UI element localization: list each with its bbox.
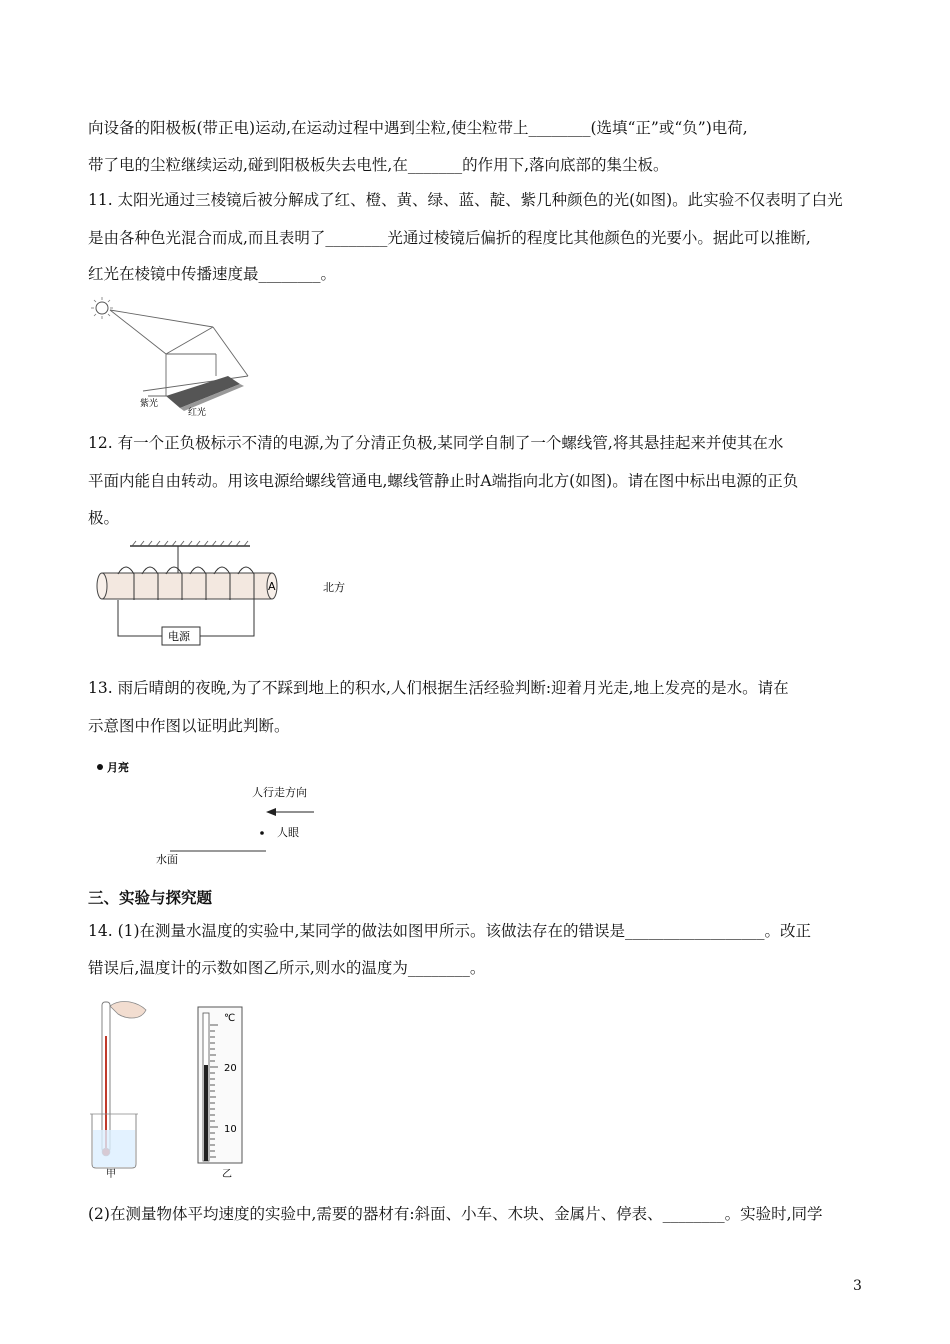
label-moon: 月亮	[107, 761, 129, 774]
moon-figure	[94, 757, 334, 867]
label-walk-direction: 人行走方向	[252, 786, 307, 799]
thermometer-figure-jia	[88, 996, 158, 1178]
text-line: 带了电的尘粒继续运动,碰到阳极板失去电性,在_______的作用下,落向底部的集尘板。	[88, 156, 669, 174]
label-red: 红光	[188, 408, 207, 418]
question-12-line: 12. 有一个正负极标示不清的电源,为了分清正负极,某同学自制了一个螺线管,将其悬挂起来并使其在水	[88, 434, 784, 452]
text-line: 是由各种色光混合而成,而且表明了________光通过棱镜后偏折的程度比其他颜色的光要小。据此可以推断,	[88, 229, 811, 247]
tick-label-20: 20	[224, 1063, 237, 1074]
sun-icon	[91, 297, 113, 319]
label-eye: 人眼	[277, 826, 299, 839]
label-north: 北方	[323, 581, 345, 594]
solenoid-tube	[97, 573, 277, 599]
solenoid-figure	[90, 540, 355, 650]
beaker	[90, 1114, 138, 1168]
question-11-line: 11. 太阳光通过三棱镜后被分解成了红、橙、黄、绿、蓝、靛、紫几种颜色的光(如图)。此实验不仅表明了白光	[88, 191, 843, 209]
section-heading: 三、实验与探究题	[88, 889, 213, 907]
arrow-left-icon	[266, 808, 276, 816]
label-water: 水面	[156, 853, 178, 866]
page-number: 3	[853, 1278, 862, 1294]
label-violet: 紫光	[140, 399, 159, 409]
tick-label-10: 10	[224, 1124, 237, 1135]
label-end-a: A	[268, 580, 276, 593]
label-unit: ℃	[224, 1013, 236, 1024]
text-line: 示意图中作图以证明此判断。	[88, 717, 290, 735]
text-line: 平面内能自由转动。用该电源给螺线管通电,螺线管静止时A端指向北方(如图)。请在图中标出电源的正负	[88, 472, 799, 490]
hand-icon	[110, 1002, 146, 1019]
thermometer-figure-yi	[196, 1005, 246, 1180]
prism-figure	[88, 296, 253, 418]
question-14-line: 14. (1)在测量水温度的实验中,某同学的做法如图甲所示。该做法存在的错误是__________________。改正	[88, 922, 811, 940]
text-line: 向设备的阳极板(带正电)运动,在运动过程中遇到尘粒,使尘粒带上________(选填“正”或“负”)电荷,	[88, 119, 748, 137]
eye-dot	[260, 831, 264, 835]
label-yi: 乙	[222, 1169, 232, 1180]
moon-dot	[97, 764, 103, 770]
label-jia: 甲	[106, 1169, 116, 1178]
text-line: 极。	[88, 509, 120, 527]
ceiling	[130, 541, 250, 546]
question-13-line: 13. 雨后晴朗的夜晚,为了不踩到地上的积水,人们根据生活经验判断:迎着月光走,地上发亮的是水。请在	[88, 679, 789, 697]
label-power: 电源	[168, 630, 190, 643]
text-line: (2)在测量物体平均速度的实验中,需要的器材有:斜面、小车、木块、金属片、停表、________。实验时,同学	[88, 1205, 823, 1223]
text-line: 错误后,温度计的示数如图乙所示,则水的温度为________。	[88, 959, 486, 977]
text-line: 红光在棱镜中传播速度最________。	[88, 265, 337, 283]
